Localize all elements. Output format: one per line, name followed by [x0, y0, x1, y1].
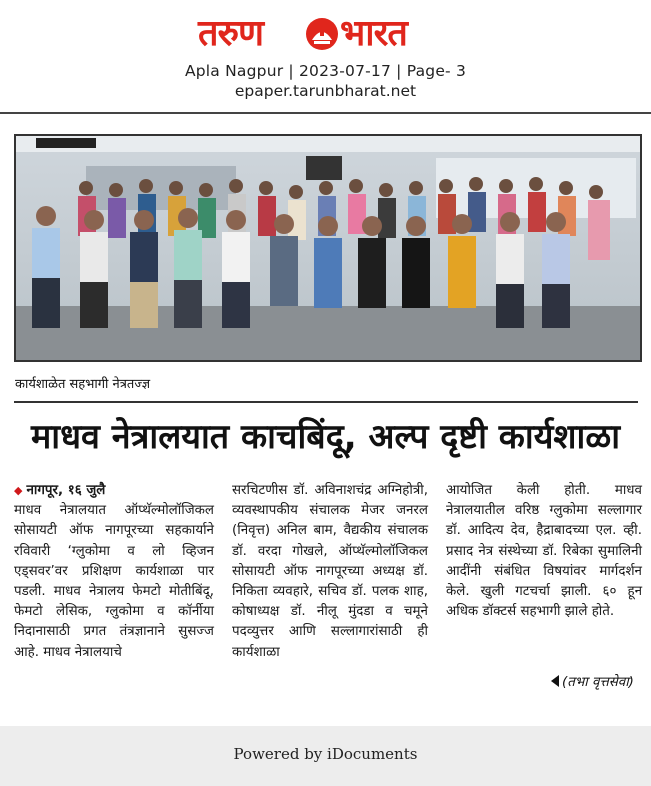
edition-meta: Apla Nagpur | 2023-07-17 | Page- 3: [184, 62, 467, 80]
article-headline: माधव नेत्रालयात काचबिंदू, अल्प दृष्टी कार्यशाळा: [30, 417, 621, 457]
photo-caption: कार्यशाळेत सहभागी नेत्रतज्ज्ञ: [15, 377, 151, 392]
group-photo-illustration: [16, 136, 640, 360]
triangle-icon: [551, 675, 559, 687]
logo-word-right: भारत: [340, 13, 407, 54]
news-credit: [551, 672, 634, 690]
divider: [14, 401, 638, 403]
group-photo: [14, 134, 642, 362]
masthead: [0, 0, 651, 115]
lamp-emblem-icon: [304, 16, 340, 52]
article-text: सरचिटणीस डॉ. अविनाशचंद्र अग्निहोत्री, व्यवस्थापकीय संचालक मेजर जनरल (निवृत्त) अनिल बाम, वैद्यकीय संचालक डॉ. वरदा गोखले, ऑप्थॅल्मोलॉजिकल सोसायटी ऑफ नागपूरच्या अध्यक्ष डॉ. निकिता व्यवहारे, सचिव डॉ. पलक शाह, कोषाध्यक्ष डॉ. नीलू मुंदडा व चमूने पदव्युत्तर आणि सल्लागारांसाठी ही कार्यशाळा: [232, 483, 428, 660]
article-column-2: [232, 481, 428, 663]
article-column-1: [14, 481, 214, 663]
article-text: माधव नेत्रालयात ऑप्थॅल्मोलॉजिकल सोसायटी ऑफ नागपूरच्या सहकार्याने रविवारी ‘ग्लुकोमा व लो व्हिजन एड्सवर’वर प्रशिक्षण कार्यशाळा पार पडली. माधव नेत्रालय फेमटो मोतीबिंदू, फेमटो लेसिक, ग्लुकोमा व कॉर्नीया निदानासाठी प्रगत तंत्रज्ञानाने सुसज्ज आहे. माधव नेत्रालयाचे: [14, 503, 214, 660]
newspaper-logo: [198, 14, 452, 58]
credit-text: (तभा वृत्तसेवा): [562, 675, 634, 690]
logo-word-left: तरुण: [198, 13, 264, 54]
article-column-3: [446, 481, 642, 622]
diamond-bullet-icon: ◆: [14, 484, 23, 497]
article-text: आयोजित केली होती. माधव नेत्रालयातील वरिष्ठ ग्लुकोमा सल्लागार डॉ. आदित्य देव, हैद्राबादच्या एल. व्ही. प्रसाद नेत्र संस्थेच्या डॉ. रिबेका सुमालिनी आदींनी संबंधित विषयांवर मार्गदर्शन केले. खुली गटचर्चा झाली. ६० हून अधिक डॉक्टर्स सहभागी झाले होते.: [446, 483, 642, 620]
epaper-url: epaper.tarunbharat.net: [234, 82, 417, 100]
footer-text: Powered by iDocuments: [233, 745, 418, 763]
footer: [0, 726, 651, 786]
dateline: नागपूर, १६ जुलै: [26, 483, 106, 498]
divider: [0, 112, 651, 114]
